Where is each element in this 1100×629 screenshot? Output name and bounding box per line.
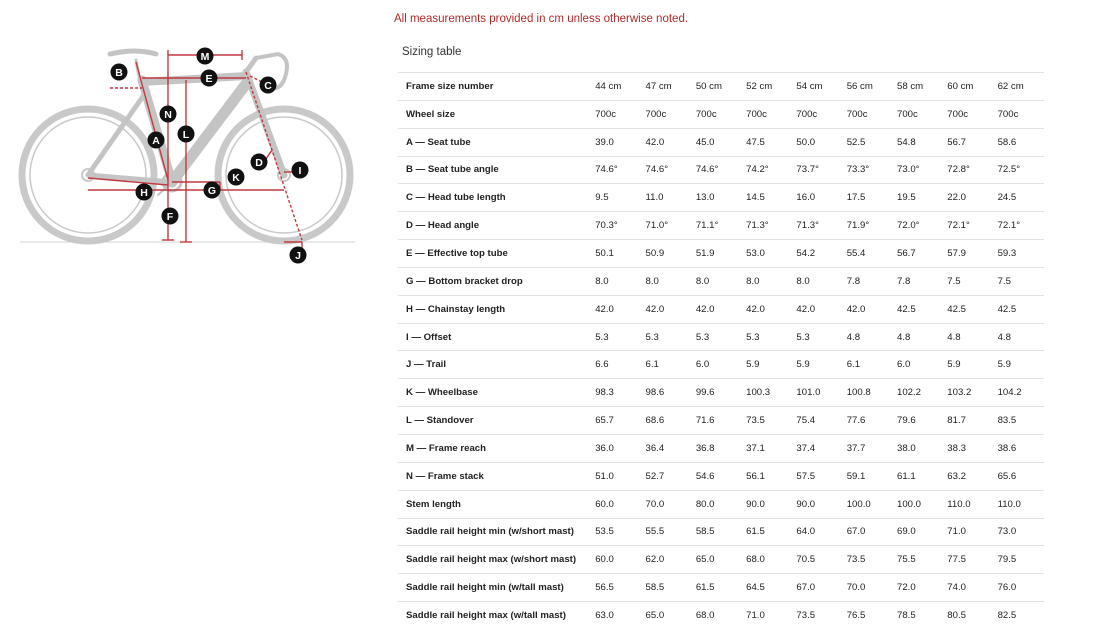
table-cell: 42.5 <box>943 295 993 323</box>
table-cell: 5.9 <box>792 351 842 379</box>
table-cell: 103.2 <box>943 379 993 407</box>
diagram-label-b <box>111 64 128 81</box>
table-cell: 42.0 <box>792 295 842 323</box>
table-cell: 5.3 <box>742 323 792 351</box>
table-cell: 61.5 <box>742 518 792 546</box>
table-cell: 36.8 <box>692 434 742 462</box>
table-cell: 9.5 <box>591 184 641 212</box>
table-cell: 42.0 <box>843 295 893 323</box>
table-cell: 4.8 <box>843 323 893 351</box>
diagram-label-l <box>178 126 195 143</box>
table-cell: 42.5 <box>994 295 1044 323</box>
table-cell: 74.2° <box>742 156 792 184</box>
table-cell: 55.4 <box>843 240 893 268</box>
table-cell: 72.0 <box>893 574 943 602</box>
table-cell: 7.5 <box>994 267 1044 295</box>
table-cell: 56.1 <box>742 462 792 490</box>
table-cell: 8.0 <box>742 267 792 295</box>
table-cell: 69.0 <box>893 518 943 546</box>
table-cell: 700c <box>893 100 943 128</box>
table-cell: 100.8 <box>843 379 893 407</box>
table-cell: 70.5 <box>792 546 842 574</box>
table-cell: 45.0 <box>692 128 742 156</box>
table-cell: 67.0 <box>792 574 842 602</box>
table-cell: 8.0 <box>642 267 692 295</box>
table-cell: 24.5 <box>994 184 1044 212</box>
table-row <box>398 351 1044 379</box>
table-cell: 56.7 <box>893 240 943 268</box>
table-cell: 42.0 <box>591 295 641 323</box>
table-cell: 38.6 <box>994 434 1044 462</box>
table-cell: 700c <box>943 100 993 128</box>
size-header: 52 cm <box>742 73 792 101</box>
table-cell: 53.5 <box>591 518 641 546</box>
table-cell: 22.0 <box>943 184 993 212</box>
table-cell: 52.5 <box>843 128 893 156</box>
table-cell: 54.8 <box>893 128 943 156</box>
table-cell: 98.3 <box>591 379 641 407</box>
table-row <box>398 156 1044 184</box>
table-cell: 99.6 <box>692 379 742 407</box>
table-cell: 47.5 <box>742 128 792 156</box>
table-cell: 56.7 <box>943 128 993 156</box>
table-cell: 5.3 <box>642 323 692 351</box>
table-cell: 53.0 <box>742 240 792 268</box>
table-cell: 700c <box>742 100 792 128</box>
table-cell: 74.0 <box>943 574 993 602</box>
table-cell: 42.0 <box>642 128 692 156</box>
table-cell: 71.9° <box>843 212 893 240</box>
table-row <box>398 490 1044 518</box>
diagram-label-m <box>197 48 214 65</box>
table-cell: 90.0 <box>742 490 792 518</box>
table-cell: 6.0 <box>692 351 742 379</box>
table-row <box>398 462 1044 490</box>
diagram-label-d <box>251 154 268 171</box>
table-cell: 98.6 <box>642 379 692 407</box>
diagram-label-n <box>160 106 177 123</box>
table-cell: 11.0 <box>642 184 692 212</box>
table-cell: 72.0° <box>893 212 943 240</box>
table-cell: 110.0 <box>943 490 993 518</box>
table-row <box>398 518 1044 546</box>
table-cell: 42.0 <box>692 295 742 323</box>
table-cell: 50.1 <box>591 240 641 268</box>
table-cell: 81.7 <box>943 407 993 435</box>
table-cell: 104.2 <box>994 379 1044 407</box>
table-cell: 60.0 <box>591 546 641 574</box>
table-cell: 63.0 <box>591 602 641 629</box>
row-label: Saddle rail height max (w/short mast) <box>398 546 591 574</box>
diagram-label-f <box>162 208 179 225</box>
header-label: Frame size number <box>398 73 591 101</box>
size-header: 58 cm <box>893 73 943 101</box>
row-label: D — Head angle <box>398 212 591 240</box>
diagram-label-k <box>228 169 245 186</box>
table-cell: 19.5 <box>893 184 943 212</box>
table-row <box>398 574 1044 602</box>
table-cell: 8.0 <box>792 267 842 295</box>
table-cell: 67.0 <box>843 518 893 546</box>
table-cell: 59.3 <box>994 240 1044 268</box>
table-cell: 42.5 <box>893 295 943 323</box>
svg-text:H: H <box>140 187 148 199</box>
svg-text:C: C <box>264 80 272 92</box>
table-cell: 71.3° <box>792 212 842 240</box>
table-cell: 58.6 <box>994 128 1044 156</box>
table-cell: 5.9 <box>994 351 1044 379</box>
table-cell: 52.7 <box>642 462 692 490</box>
bike-geometry-diagram <box>10 40 370 275</box>
table-cell: 90.0 <box>792 490 842 518</box>
table-cell: 5.3 <box>692 323 742 351</box>
size-header: 50 cm <box>692 73 742 101</box>
table-cell: 17.5 <box>843 184 893 212</box>
table-cell: 60.0 <box>591 490 641 518</box>
table-cell: 50.9 <box>642 240 692 268</box>
table-cell: 6.6 <box>591 351 641 379</box>
row-label: H — Chainstay length <box>398 295 591 323</box>
table-cell: 74.6° <box>692 156 742 184</box>
table-cell: 80.0 <box>692 490 742 518</box>
table-cell: 700c <box>792 100 842 128</box>
size-header: 62 cm <box>994 73 1044 101</box>
table-cell: 37.1 <box>742 434 792 462</box>
table-cell: 62.0 <box>642 546 692 574</box>
table-cell: 71.0 <box>943 518 993 546</box>
table-cell: 61.5 <box>692 574 742 602</box>
svg-text:G: G <box>207 185 217 197</box>
table-cell: 73.5 <box>792 602 842 629</box>
svg-text:J: J <box>295 250 301 262</box>
row-label: N — Frame stack <box>398 462 591 490</box>
table-cell: 700c <box>642 100 692 128</box>
table-cell: 57.9 <box>943 240 993 268</box>
table-cell: 5.9 <box>742 351 792 379</box>
table-cell: 13.0 <box>692 184 742 212</box>
sizing-table <box>398 72 1044 629</box>
table-row <box>398 128 1044 156</box>
row-label: C — Head tube length <box>398 184 591 212</box>
table-cell: 38.0 <box>893 434 943 462</box>
table-row <box>398 323 1044 351</box>
diagram-label-a <box>148 132 165 149</box>
table-cell: 74.6° <box>591 156 641 184</box>
table-cell: 5.3 <box>792 323 842 351</box>
svg-text:N: N <box>164 109 172 121</box>
table-cell: 76.5 <box>843 602 893 629</box>
svg-text:E: E <box>205 73 213 85</box>
table-cell: 58.5 <box>642 574 692 602</box>
size-header: 54 cm <box>792 73 842 101</box>
table-cell: 101.0 <box>792 379 842 407</box>
table-cell: 73.5 <box>742 407 792 435</box>
table-cell: 70.3° <box>591 212 641 240</box>
diagram-label-i <box>292 162 309 179</box>
table-cell: 73.5 <box>843 546 893 574</box>
table-row <box>398 434 1044 462</box>
table-cell: 6.1 <box>843 351 893 379</box>
table-cell: 65.0 <box>692 546 742 574</box>
table-cell: 5.9 <box>943 351 993 379</box>
table-cell: 73.7° <box>792 156 842 184</box>
row-label: E — Effective top tube <box>398 240 591 268</box>
row-label: J — Trail <box>398 351 591 379</box>
table-cell: 79.5 <box>994 546 1044 574</box>
table-row <box>398 602 1044 629</box>
diagram-label-c <box>260 77 277 94</box>
table-cell: 6.1 <box>642 351 692 379</box>
row-label: L — Standover <box>398 407 591 435</box>
table-cell: 65.7 <box>591 407 641 435</box>
row-label: G — Bottom bracket drop <box>398 267 591 295</box>
size-header: 56 cm <box>843 73 893 101</box>
table-cell: 56.5 <box>591 574 641 602</box>
table-cell: 16.0 <box>792 184 842 212</box>
svg-text:A: A <box>152 135 160 147</box>
table-cell: 54.2 <box>792 240 842 268</box>
table-row <box>398 267 1044 295</box>
table-cell: 700c <box>994 100 1044 128</box>
table-row <box>398 546 1044 574</box>
row-label: B — Seat tube angle <box>398 156 591 184</box>
table-cell: 77.5 <box>943 546 993 574</box>
table-cell: 8.0 <box>692 267 742 295</box>
table-cell: 58.5 <box>692 518 742 546</box>
table-cell: 39.0 <box>591 128 641 156</box>
diagram-label-h <box>136 184 153 201</box>
row-label: M — Frame reach <box>398 434 591 462</box>
table-cell: 64.5 <box>742 574 792 602</box>
table-cell: 14.5 <box>742 184 792 212</box>
svg-text:F: F <box>166 211 174 223</box>
table-cell: 55.5 <box>642 518 692 546</box>
table-cell: 61.1 <box>893 462 943 490</box>
row-label: Saddle rail height max (w/tall mast) <box>398 602 591 629</box>
table-cell: 77.6 <box>843 407 893 435</box>
table-cell: 110.0 <box>994 490 1044 518</box>
table-cell: 42.0 <box>642 295 692 323</box>
table-cell: 71.1° <box>692 212 742 240</box>
table-cell: 68.0 <box>742 546 792 574</box>
table-cell: 71.0 <box>742 602 792 629</box>
svg-text:I: I <box>298 165 302 177</box>
table-cell: 73.0 <box>994 518 1044 546</box>
table-cell: 5.3 <box>591 323 641 351</box>
table-cell: 700c <box>843 100 893 128</box>
table-cell: 700c <box>692 100 742 128</box>
table-cell: 75.4 <box>792 407 842 435</box>
row-label: I — Offset <box>398 323 591 351</box>
svg-text:D: D <box>255 157 263 169</box>
table-cell: 7.5 <box>943 267 993 295</box>
table-cell: 72.5° <box>994 156 1044 184</box>
svg-text:M: M <box>200 51 210 63</box>
table-cell: 7.8 <box>843 267 893 295</box>
table-row <box>398 212 1044 240</box>
table-cell: 700c <box>591 100 641 128</box>
svg-text:L: L <box>182 129 190 141</box>
table-cell: 50.0 <box>792 128 842 156</box>
table-cell: 70.0 <box>843 574 893 602</box>
row-label: Stem length <box>398 490 591 518</box>
table-cell: 51.0 <box>591 462 641 490</box>
table-cell: 79.6 <box>893 407 943 435</box>
table-cell: 37.4 <box>792 434 842 462</box>
table-cell: 4.8 <box>994 323 1044 351</box>
size-header: 60 cm <box>943 73 993 101</box>
table-cell: 75.5 <box>893 546 943 574</box>
table-cell: 36.4 <box>642 434 692 462</box>
sizing-table-title: Sizing table <box>402 46 462 58</box>
table-cell: 71.0° <box>642 212 692 240</box>
table-row <box>398 407 1044 435</box>
size-header: 44 cm <box>591 73 641 101</box>
table-row <box>398 100 1044 128</box>
table-cell: 100.0 <box>843 490 893 518</box>
measurement-note: All measurements provided in cm unless otherwise noted. <box>394 13 689 25</box>
table-cell: 72.8° <box>943 156 993 184</box>
table-cell: 70.0 <box>642 490 692 518</box>
table-row <box>398 295 1044 323</box>
svg-text:K: K <box>232 172 240 184</box>
diagram-label-g <box>204 182 221 199</box>
table-cell: 63.2 <box>943 462 993 490</box>
table-cell: 74.6° <box>642 156 692 184</box>
table-cell: 36.0 <box>591 434 641 462</box>
row-label: K — Wheelbase <box>398 379 591 407</box>
table-cell: 68.0 <box>692 602 742 629</box>
table-cell: 80.5 <box>943 602 993 629</box>
table-cell: 100.0 <box>893 490 943 518</box>
table-cell: 102.2 <box>893 379 943 407</box>
table-cell: 71.3° <box>742 212 792 240</box>
table-cell: 82.5 <box>994 602 1044 629</box>
table-cell: 8.0 <box>591 267 641 295</box>
table-cell: 71.6 <box>692 407 742 435</box>
size-header: 47 cm <box>642 73 692 101</box>
row-label: Wheel size <box>398 100 591 128</box>
table-cell: 68.6 <box>642 407 692 435</box>
row-label: Saddle rail height min (w/tall mast) <box>398 574 591 602</box>
table-cell: 57.5 <box>792 462 842 490</box>
table-cell: 65.6 <box>994 462 1044 490</box>
table-cell: 42.0 <box>742 295 792 323</box>
table-cell: 7.8 <box>893 267 943 295</box>
table-cell: 76.0 <box>994 574 1044 602</box>
table-cell: 54.6 <box>692 462 742 490</box>
table-header-row <box>398 73 1044 101</box>
table-cell: 59.1 <box>843 462 893 490</box>
table-cell: 73.3° <box>843 156 893 184</box>
table-cell: 64.0 <box>792 518 842 546</box>
table-cell: 65.0 <box>642 602 692 629</box>
row-label: A — Seat tube <box>398 128 591 156</box>
table-cell: 100.3 <box>742 379 792 407</box>
row-label: Saddle rail height min (w/short mast) <box>398 518 591 546</box>
table-row <box>398 184 1044 212</box>
table-row <box>398 240 1044 268</box>
table-row <box>398 379 1044 407</box>
diagram-label-e <box>201 70 218 87</box>
svg-text:B: B <box>115 67 123 79</box>
table-cell: 78.5 <box>893 602 943 629</box>
table-cell: 37.7 <box>843 434 893 462</box>
diagram-label-j <box>290 247 307 264</box>
table-cell: 4.8 <box>943 323 993 351</box>
table-cell: 72.1° <box>994 212 1044 240</box>
table-cell: 73.0° <box>893 156 943 184</box>
table-cell: 72.1° <box>943 212 993 240</box>
table-cell: 83.5 <box>994 407 1044 435</box>
table-cell: 38.3 <box>943 434 993 462</box>
table-cell: 6.0 <box>893 351 943 379</box>
table-cell: 4.8 <box>893 323 943 351</box>
table-cell: 51.9 <box>692 240 742 268</box>
